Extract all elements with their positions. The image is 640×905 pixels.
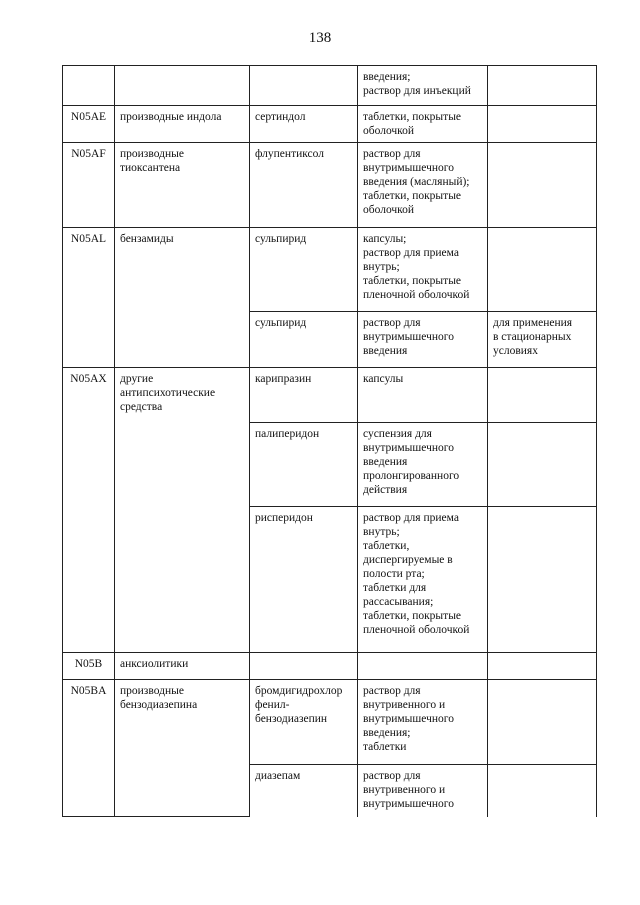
drug-cell: сертиндол [250, 106, 358, 143]
table-row [63, 228, 597, 312]
table-row [63, 66, 597, 106]
group-cell [115, 66, 250, 106]
group-cell: бензамиды [115, 228, 250, 368]
medication-table [62, 65, 597, 817]
group-cell: анксиолитики [115, 653, 250, 680]
drug-cell: карипразин [250, 368, 358, 423]
drug-cell [250, 66, 358, 106]
group-cell: производные бензодиазепина [115, 680, 250, 817]
note-cell [488, 106, 597, 143]
drug-cell: сульпирид [250, 312, 358, 368]
drug-cell [250, 653, 358, 680]
drug-cell: рисперидон [250, 507, 358, 653]
drug-cell: сульпирид [250, 228, 358, 312]
atc-code-cell [63, 66, 115, 106]
dosage-form-cell: капсулы; раствор для приема внутрь; таблетки, покрытые пленочной оболочкой [358, 228, 488, 312]
atc-code-cell: N05BA [63, 680, 115, 817]
note-cell [488, 680, 597, 765]
dosage-form-cell: раствор для приема внутрь; таблетки, диспергируемые в полости рта; таблетки для рассасывания; таблетки, покрытые пленочной оболочкой [358, 507, 488, 653]
drug-cell: бромдигидрохлор фенил- бензодиазепин [250, 680, 358, 765]
atc-code-cell: N05B [63, 653, 115, 680]
table-row [63, 680, 597, 765]
drug-cell: диазепам [250, 765, 358, 817]
table-row [63, 653, 597, 680]
drug-cell: палиперидон [250, 423, 358, 507]
group-cell: производные индола [115, 106, 250, 143]
note-cell: для применения в стационарных условиях [488, 312, 597, 368]
dosage-form-cell: раствор для внутримышечного введения [358, 312, 488, 368]
table-row [63, 143, 597, 228]
group-cell: производные тиоксантена [115, 143, 250, 228]
table-row [63, 368, 597, 423]
dosage-form-cell: суспензия для внутримышечного введения пролонгированного действия [358, 423, 488, 507]
dosage-form-cell: введения; раствор для инъекций [358, 66, 488, 106]
note-cell [488, 66, 597, 106]
dosage-form-cell: раствор для внутримышечного введения (масляный); таблетки, покрытые оболочкой [358, 143, 488, 228]
note-cell [488, 143, 597, 228]
atc-code-cell: N05AX [63, 368, 115, 653]
note-cell [488, 507, 597, 653]
group-cell: другие антипсихотические средства [115, 368, 250, 653]
atc-code-cell: N05AF [63, 143, 115, 228]
note-cell [488, 423, 597, 507]
note-cell [488, 368, 597, 423]
dosage-form-cell [358, 653, 488, 680]
note-cell [488, 765, 597, 817]
atc-code-cell: N05AE [63, 106, 115, 143]
atc-code-cell: N05AL [63, 228, 115, 368]
drug-cell: флупентиксол [250, 143, 358, 228]
dosage-form-cell: таблетки, покрытые оболочкой [358, 106, 488, 143]
note-cell [488, 653, 597, 680]
dosage-form-cell: капсулы [358, 368, 488, 423]
dosage-form-cell: раствор для внутривенного и внутримышечного [358, 765, 488, 817]
note-cell [488, 228, 597, 312]
dosage-form-cell: раствор для внутривенного и внутримышечного введения; таблетки [358, 680, 488, 765]
table-row [63, 106, 597, 143]
page-number: 138 [308, 30, 332, 46]
